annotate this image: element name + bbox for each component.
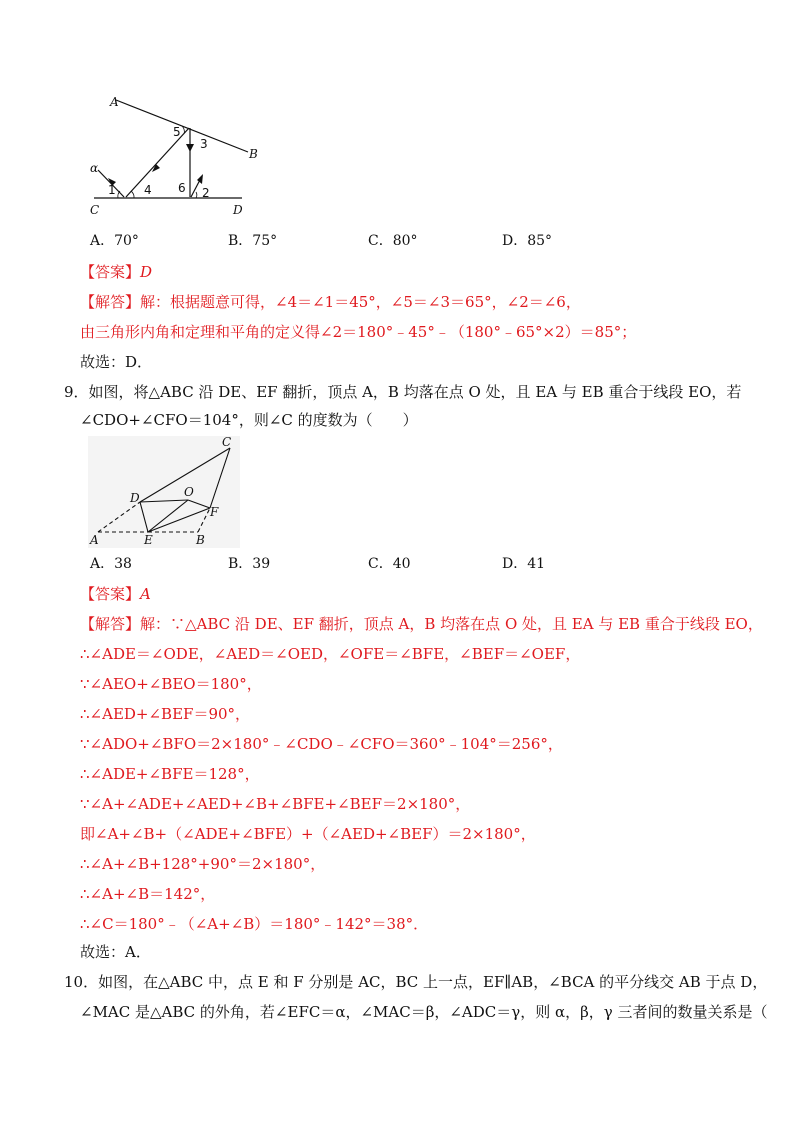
ray-out-arrowhead — [197, 174, 203, 184]
q8-figure — [84, 90, 260, 218]
q9-stem-line-2: ∠CDO+∠CFO＝104°，则∠C 的度数为（ ） — [80, 411, 418, 429]
q9-solution-line-9: ∴∠A+∠B+128°+90°＝2×180°， — [80, 855, 326, 873]
q9-solution-line-4: ∴∠AED+∠BEF＝90°， — [80, 705, 251, 723]
q8-answer-label: 【答案】 — [80, 263, 141, 281]
q8-label-d: D — [233, 203, 243, 217]
q8-label-2: 2 — [202, 186, 210, 200]
q8-label-c: C — [90, 203, 100, 217]
q8-choice-b[interactable]: B．75° — [228, 233, 278, 249]
q9-solution-line-7: ∵∠A+∠ADE+∠AED+∠B+∠BFE+∠BEF＝2×180°， — [80, 795, 471, 813]
q9-answer-value: A — [140, 585, 151, 603]
q9-choices — [90, 554, 690, 574]
q9-choice-b[interactable]: B．39 — [228, 556, 271, 572]
q8-label-4: 4 — [144, 183, 152, 197]
q8-choice-a[interactable]: A．70° — [90, 233, 139, 249]
q8-label-a: A — [110, 95, 119, 109]
q9-label-e: E — [144, 533, 153, 547]
q9-label-f: F — [210, 505, 219, 519]
q9-solution-line-5: ∵∠ADO+∠BFO＝2×180°﹣∠CDO﹣∠CFO＝360°﹣104°＝256°， — [80, 735, 563, 753]
q8-answer — [80, 262, 152, 282]
q8-label-5: 5 — [173, 125, 181, 139]
q8-label-1: 1 — [108, 183, 116, 197]
angle-arc-6 — [196, 192, 197, 198]
q10-stem-line-2: ∠MAC 是△ABC 的外角，若∠EFC＝α，∠MAC＝β，∠ADC＝γ，则 α，β，γ 三者间的数量关系是（ — [80, 1003, 768, 1021]
q9-label-d: D — [130, 491, 140, 505]
q9-choice-d[interactable]: D．41 — [502, 556, 546, 572]
q8-solution-line-2: 由三角形内角和定理和平角的定义得∠2＝180°﹣45°﹣（180°﹣65°×2）＝85°； — [80, 323, 637, 341]
q9-choice-c[interactable]: C．40 — [368, 556, 411, 572]
q9-label-a: A — [90, 533, 99, 547]
q9-figure-bg — [88, 436, 240, 548]
q9-solution-line-1: 【解答】解：∵△ABC 沿 DE、EF 翻折，顶点 A，B 均落在点 O 处，且 EA 与 EB 重合于线段 EO， — [80, 615, 763, 633]
q9-solution-line-10: ∴∠A+∠B＝142°， — [80, 885, 216, 903]
q9-answer-label: 【答案】 — [80, 585, 141, 603]
q8-choice-c[interactable]: C．80° — [368, 233, 418, 249]
q8-solution-line-1: 【解答】解：根据题意可得，∠4＝∠1＝45°，∠5＝∠3＝65°，∠2＝∠6， — [80, 293, 581, 311]
q9-label-o: O — [184, 485, 194, 499]
q9-solution-line-6: ∴∠ADE+∠BFE＝128°， — [80, 765, 260, 783]
q9-answer — [80, 584, 151, 604]
q9-solution-line-11: ∴∠C＝180°﹣（∠A+∠B）＝180°﹣142°＝38°． — [80, 915, 429, 933]
q10-stem-line-1: 10．如图，在△ABC 中，点 E 和 F 分别是 AC，BC 上一点，EF∥AB，∠BCA 的平分线交 AB 于点 D， — [64, 973, 768, 991]
q9-solution-line-2: ∴∠ADE＝∠ODE，∠AED＝∠OED，∠OFE＝∠BFE，∠BEF＝∠OEF， — [80, 645, 581, 663]
q8-answer-value: D — [140, 263, 153, 281]
q9-label-c: C — [222, 436, 232, 449]
q9-figure — [88, 436, 240, 548]
angle-arc-4 — [131, 191, 134, 198]
q9-solution-line-3: ∵∠AEO+∠BEO＝180°， — [80, 675, 262, 693]
q8-label-6: 6 — [178, 181, 186, 195]
q8-choice-d[interactable]: D．85° — [502, 233, 553, 249]
q8-label-b: B — [249, 147, 258, 161]
q9-solution-line-12: 故选：A． — [80, 943, 151, 961]
q8-label-alpha: α — [90, 161, 99, 175]
ray-down-arrowhead — [186, 144, 194, 152]
q8-label-3: 3 — [200, 137, 208, 151]
q8-choices — [90, 231, 690, 251]
q9-label-b: B — [196, 533, 205, 547]
q9-stem-line-1: 9．如图，将△ABC 沿 DE、EF 翻折，顶点 A，B 均落在点 O 处，且 EA 与 EB 重合于线段 EO，若 — [64, 383, 742, 401]
q9-solution-line-8: 即∠A+∠B+（∠ADE+∠BFE）+（∠AED+∠BEF）＝2×180°， — [80, 825, 536, 843]
q9-choice-a[interactable]: A．38 — [90, 556, 132, 572]
q8-solution-line-3: 故选：D． — [80, 353, 153, 371]
